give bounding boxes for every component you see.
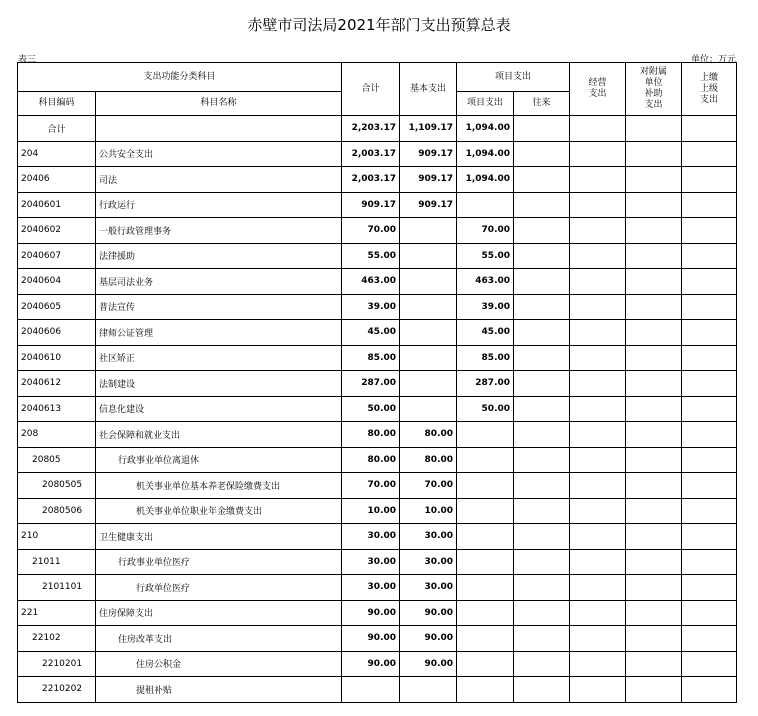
row-remit <box>682 269 737 295</box>
table-row <box>18 575 737 601</box>
row-operating <box>570 600 626 626</box>
header-transfer: 往来 <box>514 92 570 116</box>
row-subsidy <box>626 600 682 626</box>
row-basic: 30.00 <box>400 524 457 550</box>
row-project <box>457 651 514 677</box>
row-project <box>457 473 514 499</box>
row-code: 2040602 <box>18 218 96 244</box>
table-row <box>18 269 737 295</box>
row-subsidy <box>626 320 682 346</box>
row-name: 提租补贴 <box>96 677 342 703</box>
header-func-class: 支出功能分类科目 <box>18 63 342 92</box>
row-total: 2,003.17 <box>342 141 400 167</box>
row-transfer <box>514 473 570 499</box>
row-transfer <box>514 294 570 320</box>
table-row <box>18 345 737 371</box>
table-row <box>18 524 737 550</box>
row-remit <box>682 371 737 397</box>
row-transfer <box>514 422 570 448</box>
row-operating <box>570 116 626 142</box>
row-operating <box>570 243 626 269</box>
row-remit <box>682 294 737 320</box>
row-code: 21011 <box>18 549 96 575</box>
row-transfer <box>514 651 570 677</box>
table-row <box>18 677 737 703</box>
row-operating <box>570 651 626 677</box>
row-project: 85.00 <box>457 345 514 371</box>
row-total: 2,203.17 <box>342 116 400 142</box>
row-subsidy <box>626 167 682 193</box>
row-subsidy <box>626 269 682 295</box>
row-remit <box>682 345 737 371</box>
row-remit <box>682 447 737 473</box>
row-code: 204 <box>18 141 96 167</box>
row-subsidy <box>626 371 682 397</box>
row-subsidy <box>626 549 682 575</box>
row-operating <box>570 192 626 218</box>
row-name: 机关事业单位职业年金缴费支出 <box>96 498 342 524</box>
row-project: 287.00 <box>457 371 514 397</box>
row-basic: 1,109.17 <box>400 116 457 142</box>
row-basic: 909.17 <box>400 141 457 167</box>
row-remit <box>682 524 737 550</box>
row-basic: 30.00 <box>400 549 457 575</box>
row-operating <box>570 677 626 703</box>
row-operating <box>570 167 626 193</box>
row-code: 221 <box>18 600 96 626</box>
row-code: 合计 <box>18 116 96 142</box>
table-row <box>18 447 737 473</box>
header-project: 项目支出 <box>457 63 570 92</box>
row-project <box>457 677 514 703</box>
row-basic <box>400 218 457 244</box>
table-row <box>18 294 737 320</box>
row-operating <box>570 626 626 652</box>
row-transfer <box>514 575 570 601</box>
row-basic <box>400 269 457 295</box>
row-basic <box>400 243 457 269</box>
row-total: 80.00 <box>342 447 400 473</box>
row-total: 30.00 <box>342 575 400 601</box>
row-code: 2210201 <box>18 651 96 677</box>
row-basic <box>400 320 457 346</box>
row-remit <box>682 218 737 244</box>
row-name: 住房公积金 <box>96 651 342 677</box>
row-name: 社会保障和就业支出 <box>96 422 342 448</box>
row-operating <box>570 575 626 601</box>
row-transfer <box>514 167 570 193</box>
table-row <box>18 243 737 269</box>
table-row <box>18 116 737 142</box>
row-project: 55.00 <box>457 243 514 269</box>
row-total: 909.17 <box>342 192 400 218</box>
row-total: 50.00 <box>342 396 400 422</box>
budget-table <box>17 62 737 703</box>
row-subsidy <box>626 677 682 703</box>
row-operating <box>570 141 626 167</box>
row-basic: 909.17 <box>400 167 457 193</box>
header-subsidy: 对附属 单位 补助 支出 <box>626 63 682 116</box>
row-basic <box>400 396 457 422</box>
row-basic <box>400 371 457 397</box>
row-name: 社区矫正 <box>96 345 342 371</box>
row-transfer <box>514 626 570 652</box>
row-operating <box>570 269 626 295</box>
row-subsidy <box>626 345 682 371</box>
row-code: 2040606 <box>18 320 96 346</box>
row-subsidy <box>626 447 682 473</box>
row-total: 45.00 <box>342 320 400 346</box>
table-row <box>18 396 737 422</box>
row-remit <box>682 549 737 575</box>
row-subsidy <box>626 575 682 601</box>
row-subsidy <box>626 218 682 244</box>
row-name: 司法 <box>96 167 342 193</box>
row-code: 208 <box>18 422 96 448</box>
row-remit <box>682 320 737 346</box>
row-code: 20805 <box>18 447 96 473</box>
row-subsidy <box>626 498 682 524</box>
table-row <box>18 192 737 218</box>
row-remit <box>682 243 737 269</box>
row-code: 2101101 <box>18 575 96 601</box>
table-number: 表三 <box>18 55 37 65</box>
row-remit <box>682 651 737 677</box>
unit-label: 单位：万元 <box>690 55 736 65</box>
row-project <box>457 447 514 473</box>
row-project: 50.00 <box>457 396 514 422</box>
table-row <box>18 498 737 524</box>
row-transfer <box>514 345 570 371</box>
row-basic <box>400 677 457 703</box>
row-remit <box>682 498 737 524</box>
row-transfer <box>514 243 570 269</box>
row-subsidy <box>626 626 682 652</box>
row-basic <box>400 294 457 320</box>
row-transfer <box>514 218 570 244</box>
row-name: 行政事业单位医疗 <box>96 549 342 575</box>
row-operating <box>570 345 626 371</box>
row-operating <box>570 498 626 524</box>
row-basic: 909.17 <box>400 192 457 218</box>
row-operating <box>570 549 626 575</box>
row-project: 463.00 <box>457 269 514 295</box>
row-code: 22102 <box>18 626 96 652</box>
row-subsidy <box>626 116 682 142</box>
row-transfer <box>514 116 570 142</box>
table-row <box>18 371 737 397</box>
header-operating: 经营 支出 <box>570 63 626 116</box>
row-total: 55.00 <box>342 243 400 269</box>
row-total: 463.00 <box>342 269 400 295</box>
row-subsidy <box>626 396 682 422</box>
row-remit <box>682 192 737 218</box>
row-code: 20406 <box>18 167 96 193</box>
row-project: 1,094.00 <box>457 167 514 193</box>
row-basic: 90.00 <box>400 600 457 626</box>
header-total: 合计 <box>342 63 400 116</box>
row-code: 2040605 <box>18 294 96 320</box>
row-code: 210 <box>18 524 96 550</box>
row-project <box>457 626 514 652</box>
row-subsidy <box>626 294 682 320</box>
row-basic: 90.00 <box>400 626 457 652</box>
row-total: 70.00 <box>342 473 400 499</box>
row-total: 85.00 <box>342 345 400 371</box>
row-operating <box>570 473 626 499</box>
row-project: 70.00 <box>457 218 514 244</box>
row-total: 30.00 <box>342 549 400 575</box>
row-remit <box>682 600 737 626</box>
row-name: 行政事业单位离退休 <box>96 447 342 473</box>
row-subsidy <box>626 243 682 269</box>
row-total: 2,003.17 <box>342 167 400 193</box>
row-basic: 10.00 <box>400 498 457 524</box>
row-total: 287.00 <box>342 371 400 397</box>
row-subsidy <box>626 192 682 218</box>
row-subsidy <box>626 141 682 167</box>
row-code: 2040612 <box>18 371 96 397</box>
row-code: 2080505 <box>18 473 96 499</box>
row-operating <box>570 447 626 473</box>
row-name: 公共安全支出 <box>96 141 342 167</box>
row-code: 2040613 <box>18 396 96 422</box>
row-name: 普法宣传 <box>96 294 342 320</box>
row-name: 律师公证管理 <box>96 320 342 346</box>
row-total: 39.00 <box>342 294 400 320</box>
table-row <box>18 473 737 499</box>
row-subsidy <box>626 422 682 448</box>
row-remit <box>682 116 737 142</box>
row-total: 80.00 <box>342 422 400 448</box>
row-operating <box>570 218 626 244</box>
row-transfer <box>514 600 570 626</box>
row-remit <box>682 575 737 601</box>
row-subsidy <box>626 651 682 677</box>
row-code: 2040604 <box>18 269 96 295</box>
row-code: 2210202 <box>18 677 96 703</box>
row-remit <box>682 141 737 167</box>
row-total: 90.00 <box>342 651 400 677</box>
row-code: 2040607 <box>18 243 96 269</box>
row-remit <box>682 626 737 652</box>
row-operating <box>570 422 626 448</box>
row-transfer <box>514 192 570 218</box>
row-name: 法制建设 <box>96 371 342 397</box>
row-remit <box>682 167 737 193</box>
row-project: 1,094.00 <box>457 116 514 142</box>
header-row-1 <box>18 63 737 92</box>
row-transfer <box>514 371 570 397</box>
row-name: 机关事业单位基本养老保险缴费支出 <box>96 473 342 499</box>
header-name: 科目名称 <box>96 92 342 116</box>
row-code: 2080506 <box>18 498 96 524</box>
row-basic: 30.00 <box>400 575 457 601</box>
row-total: 90.00 <box>342 626 400 652</box>
row-operating <box>570 396 626 422</box>
row-project: 39.00 <box>457 294 514 320</box>
row-transfer <box>514 447 570 473</box>
row-total: 30.00 <box>342 524 400 550</box>
table-row <box>18 167 737 193</box>
row-name: 一般行政管理事务 <box>96 218 342 244</box>
row-name: 卫生健康支出 <box>96 524 342 550</box>
table-row <box>18 320 737 346</box>
row-transfer <box>514 320 570 346</box>
row-basic: 80.00 <box>400 422 457 448</box>
row-subsidy <box>626 473 682 499</box>
row-name: 基层司法业务 <box>96 269 342 295</box>
header-basic: 基本支出 <box>400 63 457 116</box>
row-transfer <box>514 269 570 295</box>
row-total: 90.00 <box>342 600 400 626</box>
row-code: 2040610 <box>18 345 96 371</box>
row-basic: 90.00 <box>400 651 457 677</box>
row-basic <box>400 345 457 371</box>
row-transfer <box>514 677 570 703</box>
row-transfer <box>514 498 570 524</box>
table-row <box>18 218 737 244</box>
row-name: 行政运行 <box>96 192 342 218</box>
row-remit <box>682 396 737 422</box>
row-project <box>457 549 514 575</box>
table-row <box>18 549 737 575</box>
table-row <box>18 651 737 677</box>
row-operating <box>570 320 626 346</box>
row-total <box>342 677 400 703</box>
row-name: 信息化建设 <box>96 396 342 422</box>
row-project <box>457 422 514 448</box>
row-operating <box>570 294 626 320</box>
header-remit: 上缴 上级 支出 <box>682 63 737 116</box>
table-row <box>18 600 737 626</box>
row-project <box>457 575 514 601</box>
row-project <box>457 600 514 626</box>
row-subsidy <box>626 524 682 550</box>
row-total: 10.00 <box>342 498 400 524</box>
row-name <box>96 116 342 142</box>
row-project <box>457 524 514 550</box>
row-name: 行政单位医疗 <box>96 575 342 601</box>
row-operating <box>570 524 626 550</box>
row-transfer <box>514 549 570 575</box>
row-basic: 80.00 <box>400 447 457 473</box>
row-remit <box>682 422 737 448</box>
row-project: 45.00 <box>457 320 514 346</box>
row-project: 1,094.00 <box>457 141 514 167</box>
row-code: 2040601 <box>18 192 96 218</box>
table-row <box>18 141 737 167</box>
table-row <box>18 626 737 652</box>
table-row <box>18 422 737 448</box>
row-transfer <box>514 141 570 167</box>
header-code: 科目编码 <box>18 92 96 116</box>
row-project <box>457 192 514 218</box>
row-total: 70.00 <box>342 218 400 244</box>
row-transfer <box>514 524 570 550</box>
header-project-exp: 项目支出 <box>457 92 514 116</box>
row-operating <box>570 371 626 397</box>
row-project <box>457 498 514 524</box>
row-name: 法律援助 <box>96 243 342 269</box>
row-transfer <box>514 396 570 422</box>
row-name: 住房改革支出 <box>96 626 342 652</box>
row-remit <box>682 473 737 499</box>
row-remit <box>682 677 737 703</box>
row-name: 住房保障支出 <box>96 600 342 626</box>
row-basic: 70.00 <box>400 473 457 499</box>
page-title: 赤壁市司法局2021年部门支出预算总表 <box>247 16 511 34</box>
